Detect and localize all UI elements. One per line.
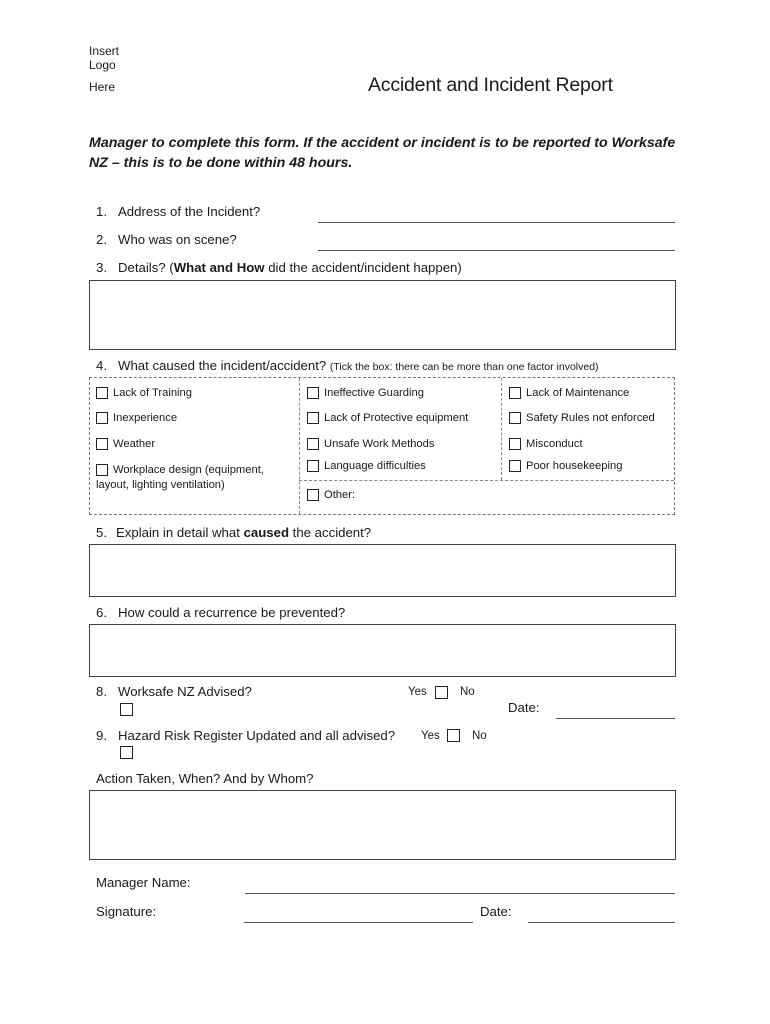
question-4-number: 4. [96, 358, 107, 373]
hazard-yes-checkbox[interactable] [447, 729, 460, 742]
logo-text-line1: Insert [89, 44, 120, 58]
hazard-no-checkbox[interactable] [120, 746, 133, 759]
cause-label: Lack of Maintenance [526, 387, 630, 399]
grid-divider-other [299, 480, 674, 481]
cause-label: Misconduct [526, 438, 583, 450]
question-4-hint: (Tick the box: there can be more than one factor involved) [329, 361, 599, 373]
question-5-number: 5. [96, 525, 107, 540]
page-title: Accident and Incident Report [368, 74, 613, 96]
cause-weather[interactable] [96, 437, 155, 452]
cause-lack-of-maintenance[interactable] [509, 386, 629, 401]
question-5-bold: caused [243, 525, 290, 540]
signature-field[interactable] [244, 922, 473, 923]
cause-label: Lack of Protective equipment [324, 412, 469, 424]
cause-inexperience[interactable] [96, 411, 177, 426]
question-1-number: 1. [96, 204, 107, 219]
checkbox-icon[interactable] [307, 412, 319, 424]
checkbox-icon[interactable] [509, 460, 521, 472]
question-1 [96, 204, 260, 220]
cause-label: Ineffective Guarding [324, 387, 424, 399]
checkbox-icon[interactable] [509, 438, 521, 450]
cause-label: Other: [324, 489, 356, 501]
on-scene-field[interactable] [318, 250, 675, 251]
signature-label: Signature: [96, 904, 157, 919]
checkbox-icon[interactable] [307, 489, 319, 501]
question-9-label: Hazard Risk Register Updated and all advised? [118, 728, 396, 743]
question-9-number: 9. [96, 728, 107, 743]
hazard-no-label: No [472, 730, 487, 742]
worksafe-date-field[interactable] [556, 718, 675, 719]
cause-language-difficulties[interactable] [307, 459, 426, 474]
logo-text-line3: Here [89, 80, 116, 94]
cause-lack-of-training[interactable] [96, 386, 192, 401]
hazard-yes-label: Yes [421, 730, 440, 742]
question-6-number: 6. [96, 605, 107, 620]
question-3-number: 3. [96, 260, 107, 275]
question-1-label: Address of the Incident? [118, 204, 261, 219]
checkbox-icon[interactable] [509, 387, 521, 399]
cause-label: Weather [113, 438, 156, 450]
worksafe-date-label: Date: [508, 700, 540, 715]
cause-label: Inexperience [113, 412, 178, 424]
question-6 [96, 605, 345, 621]
worksafe-no-checkbox[interactable] [120, 703, 133, 716]
causes-checkbox-grid [89, 377, 675, 515]
question-6-label: How could a recurrence be prevented? [118, 605, 346, 620]
logo-placeholder [89, 44, 119, 94]
worksafe-no-label: No [460, 686, 475, 698]
cause-label: Poor housekeeping [526, 460, 623, 472]
question-3-prefix: Details? ( [118, 260, 174, 275]
question-2 [96, 232, 237, 248]
cause-ineffective-guarding[interactable] [307, 386, 424, 401]
cause-label: Lack of Training [113, 387, 192, 399]
cause-label: Workplace design (equipment, layout, lighting ventilation) [96, 464, 264, 491]
checkbox-icon[interactable] [96, 387, 108, 399]
logo-text-line2: Logo [89, 58, 116, 72]
checkbox-icon[interactable] [307, 460, 319, 472]
footer-date-field[interactable] [528, 922, 675, 923]
prevention-textbox[interactable] [89, 624, 676, 677]
question-5-prefix: Explain in detail what [116, 525, 244, 540]
question-3-suffix: did the accident/incident happen) [264, 260, 462, 275]
question-2-number: 2. [96, 232, 107, 247]
cause-misconduct[interactable] [509, 437, 583, 452]
question-4 [96, 358, 599, 375]
manager-name-label: Manager Name: [96, 875, 191, 890]
question-5 [96, 525, 371, 541]
cause-label: Unsafe Work Methods [324, 438, 435, 450]
action-taken-label: Action Taken, When? And by Whom? [96, 771, 314, 786]
question-2-label: Who was on scene? [118, 232, 237, 247]
cause-label: Language difficulties [324, 460, 426, 472]
manager-name-field[interactable] [245, 893, 675, 894]
question-8 [96, 684, 252, 700]
worksafe-yes-checkbox[interactable] [435, 686, 448, 699]
cause-workplace-design[interactable] [96, 463, 266, 493]
cause-poor-housekeeping[interactable] [509, 459, 622, 474]
cause-safety-rules-not-enforced[interactable] [509, 411, 655, 426]
checkbox-icon[interactable] [307, 438, 319, 450]
checkbox-icon[interactable] [307, 387, 319, 399]
question-9 [96, 728, 395, 744]
cause-unsafe-work-methods[interactable] [307, 437, 434, 452]
question-5-suffix: the accident? [289, 525, 372, 540]
question-8-label: Worksafe NZ Advised? [118, 684, 252, 699]
checkbox-icon[interactable] [509, 412, 521, 424]
cause-lack-of-protective-equipment[interactable] [307, 411, 468, 426]
details-textbox[interactable] [89, 280, 676, 350]
question-8-number: 8. [96, 684, 107, 699]
cause-other[interactable] [307, 488, 355, 503]
address-field[interactable] [318, 222, 675, 223]
question-3-bold: What and How [173, 260, 265, 275]
cause-detail-textbox[interactable] [89, 544, 676, 597]
worksafe-yes-label: Yes [408, 686, 427, 698]
question-4-label: What caused the incident/accident? [118, 358, 327, 373]
grid-divider-1 [299, 378, 300, 514]
question-3 [96, 260, 462, 276]
intro-instructions: Manager to complete this form. If the accident or incident is to be reported to Worksafe NZ – this is to be done within 48 hours. [89, 135, 676, 171]
action-taken-textbox[interactable] [89, 790, 676, 860]
checkbox-icon[interactable] [96, 438, 108, 450]
footer-date-label: Date: [480, 904, 512, 919]
checkbox-icon[interactable] [96, 464, 108, 476]
grid-divider-2 [501, 378, 502, 480]
cause-label: Safety Rules not enforced [526, 412, 655, 424]
checkbox-icon[interactable] [96, 412, 108, 424]
